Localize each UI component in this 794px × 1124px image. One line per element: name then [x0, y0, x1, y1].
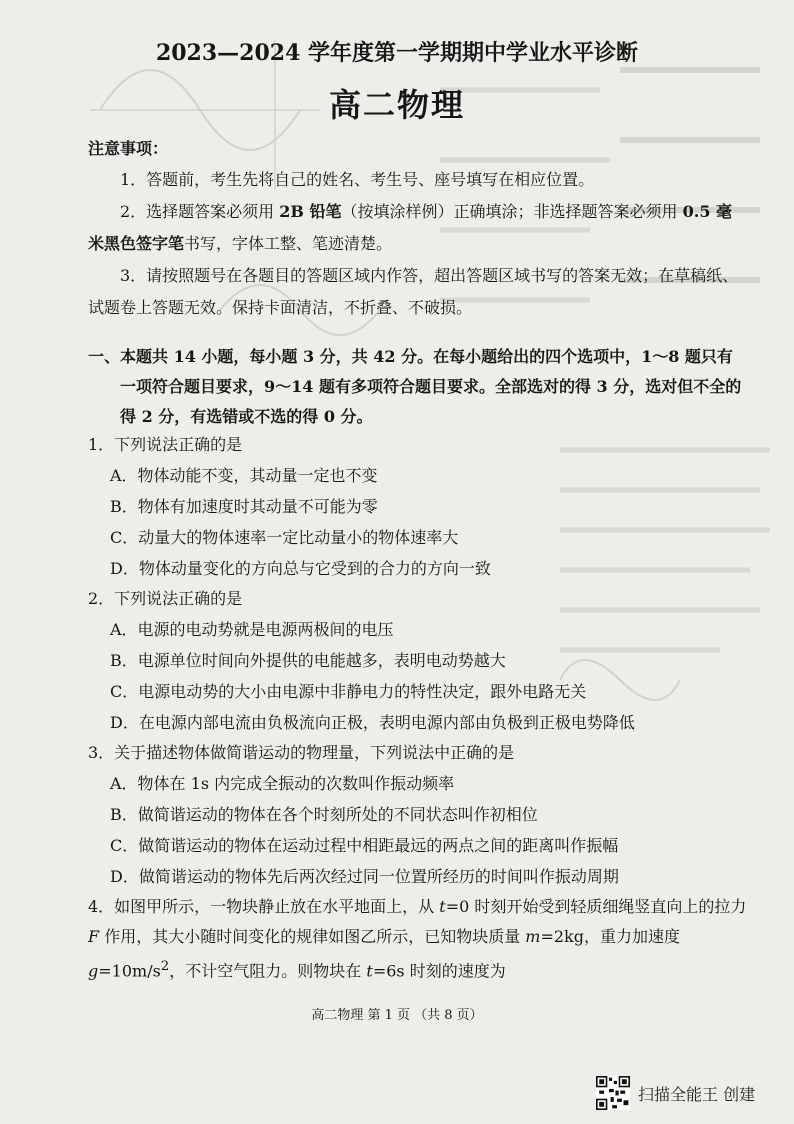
- option-b: B．物体有加速度时其动量不可能为零: [110, 497, 378, 516]
- notice-text: 2．选择题答案必须用: [120, 202, 280, 221]
- notice-text: （按填涂样例）正确填涂；非选择题答案必须用: [341, 202, 683, 221]
- notice-emphasis: 0.5 毫米黑色签字笔: [88, 202, 733, 253]
- option-a: A．物体动能不变，其动量一定也不变: [110, 466, 378, 485]
- option-d: D．在电源内部电流由负极流向正极，表明电源内部由负极到正极电势降低: [110, 713, 635, 732]
- option-c: C．做简谐运动的物体在运动过程中相距最远的两点之间的距离叫作振幅: [110, 836, 619, 855]
- exam-title: 2023—2024 学年度第一学期期中学业水平诊断: [155, 40, 639, 66]
- question-stem: 1．下列说法正确的是: [88, 435, 243, 454]
- question-stem: 2．下列说法正确的是: [88, 589, 243, 608]
- section-instructions: [88, 342, 748, 432]
- notice-heading: 注意事项：: [88, 139, 169, 158]
- option-b: B．电源单位时间向外提供的电能越多，表明电动势越大: [110, 651, 506, 670]
- option-d: D．物体动量变化的方向总与它受到的合力的方向一致: [110, 559, 491, 578]
- question-1: [88, 430, 758, 584]
- page-footer: 高二物理 第 1 页 （共 8 页）: [311, 1008, 483, 1023]
- notice-item-2: [88, 196, 748, 260]
- option-d: D．做简谐运动的物体先后两次经过同一位置所经历的时间叫作振动周期: [110, 867, 619, 886]
- option-a: A．物体在 1s 内完成全振动的次数叫作振动频率: [110, 774, 455, 793]
- scanner-watermark: [596, 1076, 755, 1110]
- option-a: A．电源的电动势就是电源两极间的电压: [110, 620, 394, 639]
- subject-title: 高二物理: [328, 86, 465, 124]
- question-stem: 3．关于描述物体做简谐运动的物理量，下列说法中正确的是: [88, 743, 515, 762]
- question-stem: 4．如图甲所示，一物块静止放在水平地面上，从 t=0 时刻开始受到轻质细绳竖直向上的拉力 F 作用，其大小随时间变化的规律如图乙所示，已知物块质量 m=2kg，重力加速度 $g=10m/s^2$，不计空气阻力。则物块在 t=6s 时刻的速度为: [88, 897, 747, 981]
- notice-text: 1．答题前，考生先将自己的姓名、考生号、座号填写在相应位置。: [120, 170, 595, 189]
- notice-item-3: [88, 260, 748, 324]
- qr-code-icon: [596, 1076, 630, 1110]
- option-c: C．动量大的物体速率一定比动量小的物体速率大: [110, 528, 459, 547]
- notice-list: [88, 164, 748, 324]
- question-4: [88, 892, 758, 986]
- scanner-credit: 扫描全能王 创建: [638, 1084, 756, 1104]
- question-2: [88, 584, 758, 738]
- option-c: C．电源电动势的大小由电源中非静电力的特性决定，跟外电路无关: [110, 682, 587, 701]
- option-b: B．做简谐运动的物体在各个时刻所处的不同状态叫作初相位: [110, 805, 538, 824]
- notice-emphasis: 2B 铅笔: [279, 202, 342, 221]
- notice-text: 书写，字体工整、笔迹清楚。: [184, 234, 393, 253]
- section-label: 一、本题共 14 小题，每小题 3 分，共 42 分。在每小题给出的四个选项中，1～8 题只有一项符合题目要求，9～14 题有多项符合题目要求。全部选对的得 3 分，选对但不全的得 2 分，有选错或不选的得 0 分。: [88, 347, 742, 426]
- notice-item-1: [88, 164, 748, 196]
- question-list: [88, 430, 758, 986]
- question-3: [88, 738, 758, 892]
- notice-text: 3．请按照题号在各题目的答题区域内作答，超出答题区域书写的答案无效；在草稿纸、试题卷上答题无效。保持卡面清洁，不折叠、不破损。: [88, 266, 739, 317]
